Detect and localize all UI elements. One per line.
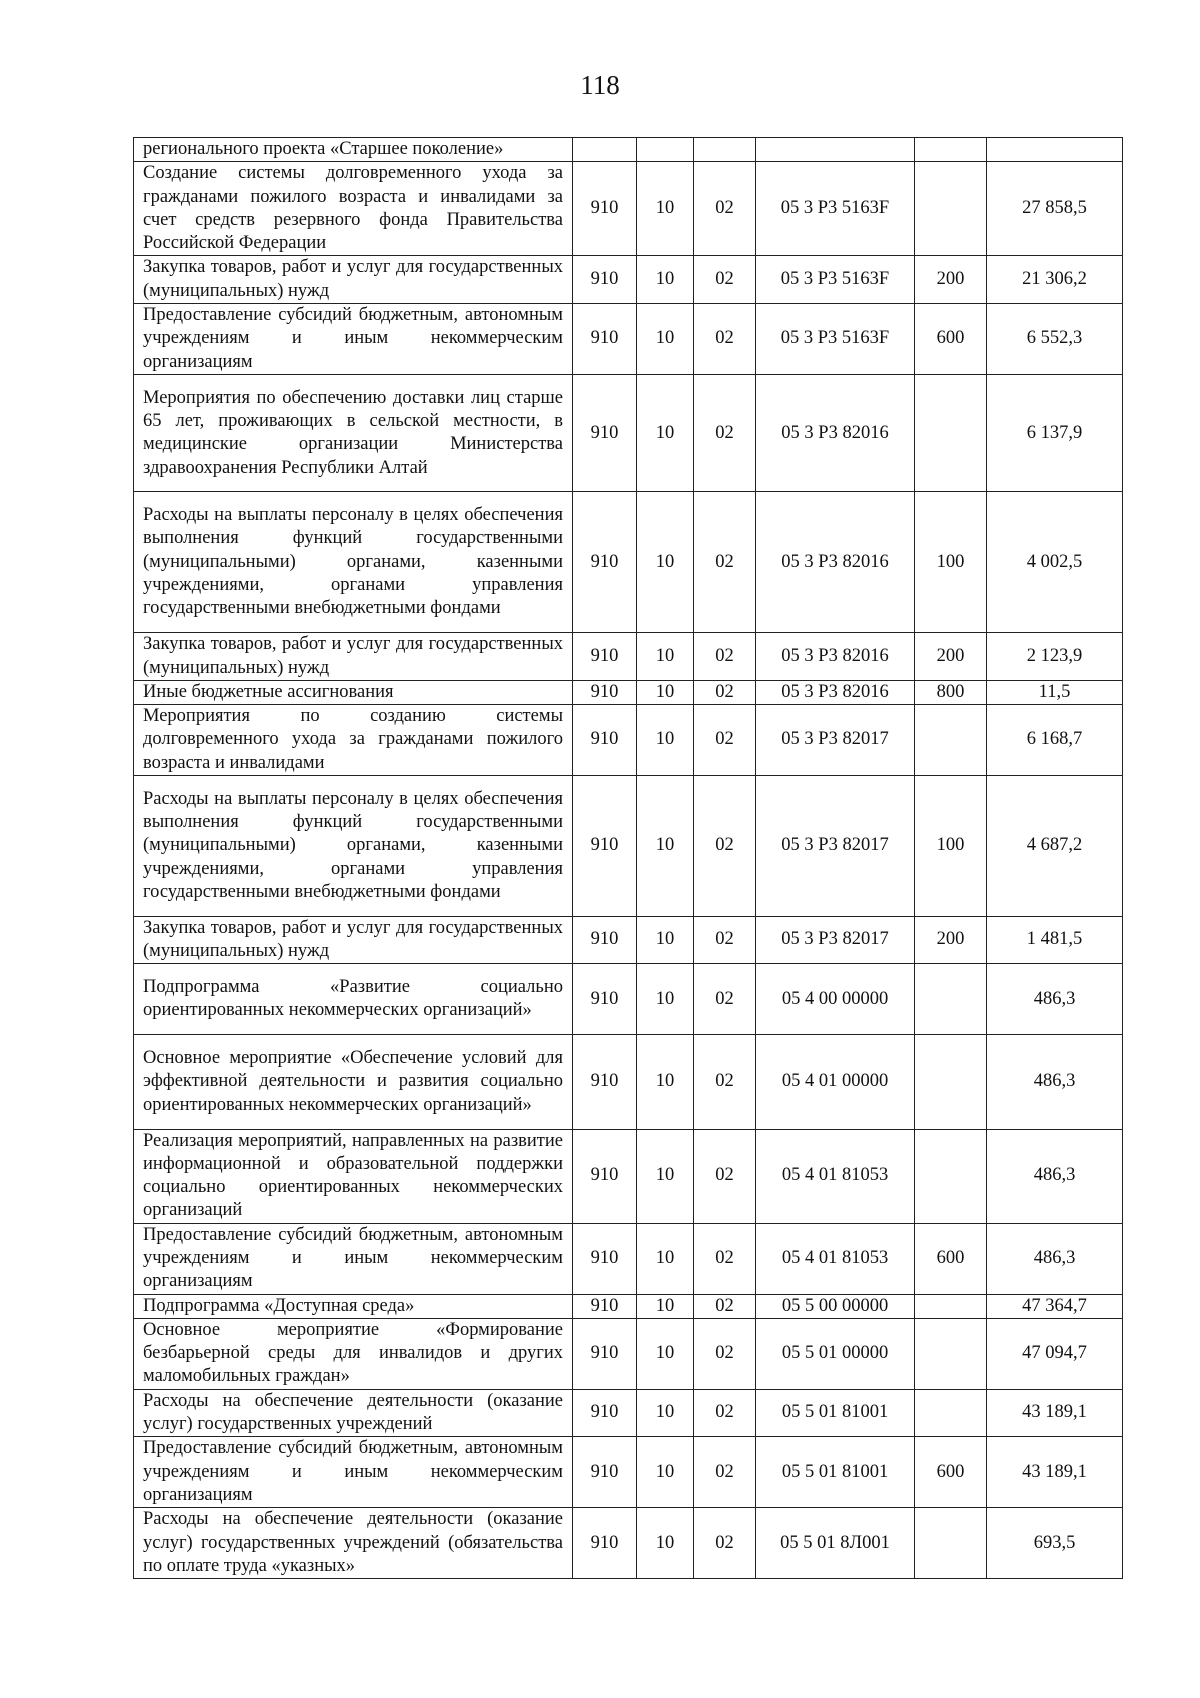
table-row [134,162,1123,256]
table-row [134,304,1123,375]
row-amount: 6 552,3 [987,304,1123,375]
row-description: Подпрограмма «Доступная среда» [134,1294,573,1318]
table-row [134,1035,1123,1129]
row-expense-type-code [915,374,987,492]
row-subsection-code: 02 [694,1389,756,1437]
row-target-article-code: 05 3 P3 82016 [756,374,915,492]
page-number: 118 [580,70,620,100]
row-target-article-code: 05 3 P3 82017 [756,916,915,964]
row-subsection-code: 02 [694,162,756,256]
row-section-code: 10 [637,705,694,776]
row-description: Предоставление субсидий бюджетным, автономным учреждениям и иным некоммерческим организациям [134,1437,573,1508]
row-subsection-code: 02 [694,705,756,776]
row-expense-type-code: 600 [915,1223,987,1294]
row-expense-type-code [915,162,987,256]
row-description: Предоставление субсидий бюджетным, автономным учреждениям и иным некоммерческим организациям [134,1223,573,1294]
row-expense-type-code: 200 [915,916,987,964]
row-description: Расходы на выплаты персоналу в целях обеспечения выполнения функций государственными (муниципальными) органами, казенными учреждениями, органами управления государственными внебюджетными фондами [134,492,573,633]
row-grbs-code: 910 [573,776,637,917]
row-subsection-code: 02 [694,1437,756,1508]
row-expense-type-code: 800 [915,680,987,704]
row-target-article-code: 05 4 01 81053 [756,1223,915,1294]
table-row [134,916,1123,964]
row-description: Расходы на обеспечение деятельности (оказание услуг) государственных учреждений [134,1389,573,1437]
table-row [134,256,1123,304]
row-grbs-code: 910 [573,304,637,375]
table-row [134,1508,1123,1579]
row-section-code: 10 [637,964,694,1035]
row-target-article-code: 05 4 01 81053 [756,1129,915,1223]
row-section-code: 10 [637,776,694,917]
row-expense-type-code: 100 [915,776,987,917]
row-grbs-code: 910 [573,374,637,492]
row-grbs-code: 910 [573,162,637,256]
row-section-code [637,138,694,162]
row-subsection-code: 02 [694,374,756,492]
row-grbs-code: 910 [573,705,637,776]
row-description: Основное мероприятие «Обеспечение условий для эффективной деятельности и развития социально ориентированных некоммерческих организаций» [134,1035,573,1129]
row-target-article-code: 05 3 P3 82017 [756,776,915,917]
row-expense-type-code [915,1294,987,1318]
row-grbs-code: 910 [573,1318,637,1389]
row-target-article-code: 05 3 P3 82016 [756,633,915,681]
row-section-code: 10 [637,680,694,704]
row-grbs-code: 910 [573,964,637,1035]
row-section-code: 10 [637,256,694,304]
row-amount: 486,3 [987,1035,1123,1129]
row-target-article-code: 05 3 P3 82016 [756,680,915,704]
table-row [134,374,1123,492]
row-subsection-code: 02 [694,776,756,917]
row-amount: 4 002,5 [987,492,1123,633]
row-subsection-code: 02 [694,1318,756,1389]
row-section-code: 10 [637,1035,694,1129]
row-target-article-code: 05 3 P3 82016 [756,492,915,633]
row-subsection-code [694,138,756,162]
row-section-code: 10 [637,633,694,681]
row-expense-type-code: 100 [915,492,987,633]
row-target-article-code: 05 4 00 00000 [756,964,915,1035]
row-amount: 11,5 [987,680,1123,704]
row-section-code: 10 [637,304,694,375]
table-row [134,492,1123,633]
row-grbs-code: 910 [573,1223,637,1294]
table-row [134,1389,1123,1437]
row-grbs-code: 910 [573,1129,637,1223]
table-body [134,138,1123,1579]
row-section-code: 10 [637,1318,694,1389]
row-subsection-code: 02 [694,1508,756,1579]
table-row [134,1318,1123,1389]
row-expense-type-code [915,1318,987,1389]
row-grbs-code: 910 [573,1437,637,1508]
row-amount: 4 687,2 [987,776,1123,917]
row-amount: 6 137,9 [987,374,1123,492]
row-section-code: 10 [637,1508,694,1579]
row-expense-type-code [915,1389,987,1437]
row-section-code: 10 [637,492,694,633]
row-expense-type-code [915,964,987,1035]
row-grbs-code: 910 [573,492,637,633]
row-expense-type-code: 200 [915,256,987,304]
row-target-article-code [756,138,915,162]
row-description: Мероприятия по созданию системы долговременного ухода за гражданами пожилого возраста и инвалидами [134,705,573,776]
table-row [134,1437,1123,1508]
row-subsection-code: 02 [694,1035,756,1129]
row-expense-type-code [915,1129,987,1223]
row-target-article-code: 05 3 P3 5163F [756,304,915,375]
row-target-article-code: 05 5 01 81001 [756,1437,915,1508]
row-subsection-code: 02 [694,1129,756,1223]
row-expense-type-code: 600 [915,304,987,375]
row-subsection-code: 02 [694,1294,756,1318]
row-amount: 47 364,7 [987,1294,1123,1318]
row-grbs-code: 910 [573,633,637,681]
row-description: Создание системы долговременного ухода за гражданами пожилого возраста и инвалидами за счет средств резервного фонда Правительства Российской Федерации [134,162,573,256]
row-description: Закупка товаров, работ и услуг для государственных (муниципальных) нужд [134,256,573,304]
row-amount: 1 481,5 [987,916,1123,964]
row-subsection-code: 02 [694,304,756,375]
row-grbs-code: 910 [573,1294,637,1318]
row-amount [987,138,1123,162]
row-expense-type-code [915,1508,987,1579]
row-section-code: 10 [637,1294,694,1318]
row-amount: 6 168,7 [987,705,1123,776]
row-target-article-code: 05 5 00 00000 [756,1294,915,1318]
row-section-code: 10 [637,374,694,492]
row-amount: 43 189,1 [987,1437,1123,1508]
row-amount: 486,3 [987,1129,1123,1223]
row-amount: 693,5 [987,1508,1123,1579]
row-target-article-code: 05 4 01 00000 [756,1035,915,1129]
row-grbs-code: 910 [573,680,637,704]
row-description: Основное мероприятие «Формирование безбарьерной среды для инвалидов и других маломобильных граждан» [134,1318,573,1389]
table-row [134,633,1123,681]
row-target-article-code: 05 3 P3 5163F [756,256,915,304]
table-row [134,705,1123,776]
row-description: Расходы на обеспечение деятельности (оказание услуг) государственных учреждений (обязательства по оплате труда «указных» [134,1508,573,1579]
row-amount: 21 306,2 [987,256,1123,304]
row-subsection-code: 02 [694,964,756,1035]
row-description: Расходы на выплаты персоналу в целях обеспечения выполнения функций государственными (муниципальными) органами, казенными учреждениями, органами управления государственными внебюджетными фондами [134,776,573,917]
row-amount: 43 189,1 [987,1389,1123,1437]
row-amount: 2 123,9 [987,633,1123,681]
row-description: Иные бюджетные ассигнования [134,680,573,704]
row-section-code: 10 [637,162,694,256]
row-target-article-code: 05 3 P3 82017 [756,705,915,776]
table-row [134,138,1123,162]
row-grbs-code: 910 [573,1389,637,1437]
row-target-article-code: 05 5 01 8Л001 [756,1508,915,1579]
row-grbs-code: 910 [573,916,637,964]
row-section-code: 10 [637,1437,694,1508]
row-section-code: 10 [637,1129,694,1223]
row-subsection-code: 02 [694,256,756,304]
row-section-code: 10 [637,1389,694,1437]
row-amount: 486,3 [987,964,1123,1035]
row-grbs-code: 910 [573,1035,637,1129]
row-target-article-code: 05 5 01 00000 [756,1318,915,1389]
row-description: Мероприятия по обеспечению доставки лиц старше 65 лет, проживающих в сельской местности, в медицинские организации Министерства здравоохранения Республики Алтай [134,374,573,492]
row-grbs-code [573,138,637,162]
table-row [134,1223,1123,1294]
row-description: регионального проекта «Старшее поколение» [134,138,573,162]
row-amount: 486,3 [987,1223,1123,1294]
row-target-article-code: 05 5 01 81001 [756,1389,915,1437]
table-row [134,776,1123,917]
row-subsection-code: 02 [694,492,756,633]
row-description: Подпрограмма «Развитие социально ориентированных некоммерческих организаций» [134,964,573,1035]
row-target-article-code: 05 3 P3 5163F [756,162,915,256]
table-row [134,1129,1123,1223]
row-description: Закупка товаров, работ и услуг для государственных (муниципальных) нужд [134,916,573,964]
row-amount: 27 858,5 [987,162,1123,256]
row-expense-type-code [915,138,987,162]
row-subsection-code: 02 [694,633,756,681]
row-description: Предоставление субсидий бюджетным, автономным учреждениям и иным некоммерческим организациям [134,304,573,375]
table-row [134,964,1123,1035]
row-section-code: 10 [637,916,694,964]
row-expense-type-code [915,705,987,776]
row-expense-type-code: 600 [915,1437,987,1508]
row-subsection-code: 02 [694,680,756,704]
row-grbs-code: 910 [573,256,637,304]
row-grbs-code: 910 [573,1508,637,1579]
row-subsection-code: 02 [694,916,756,964]
row-expense-type-code [915,1035,987,1129]
budget-table [133,137,1123,1579]
row-description: Реализация мероприятий, направленных на развитие информационной и образовательной поддержки социально ориентированных некоммерческих организаций [134,1129,573,1223]
row-amount: 47 094,7 [987,1318,1123,1389]
table-row [134,680,1123,704]
row-expense-type-code: 200 [915,633,987,681]
row-section-code: 10 [637,1223,694,1294]
row-description: Закупка товаров, работ и услуг для государственных (муниципальных) нужд [134,633,573,681]
table-row [134,1294,1123,1318]
row-subsection-code: 02 [694,1223,756,1294]
